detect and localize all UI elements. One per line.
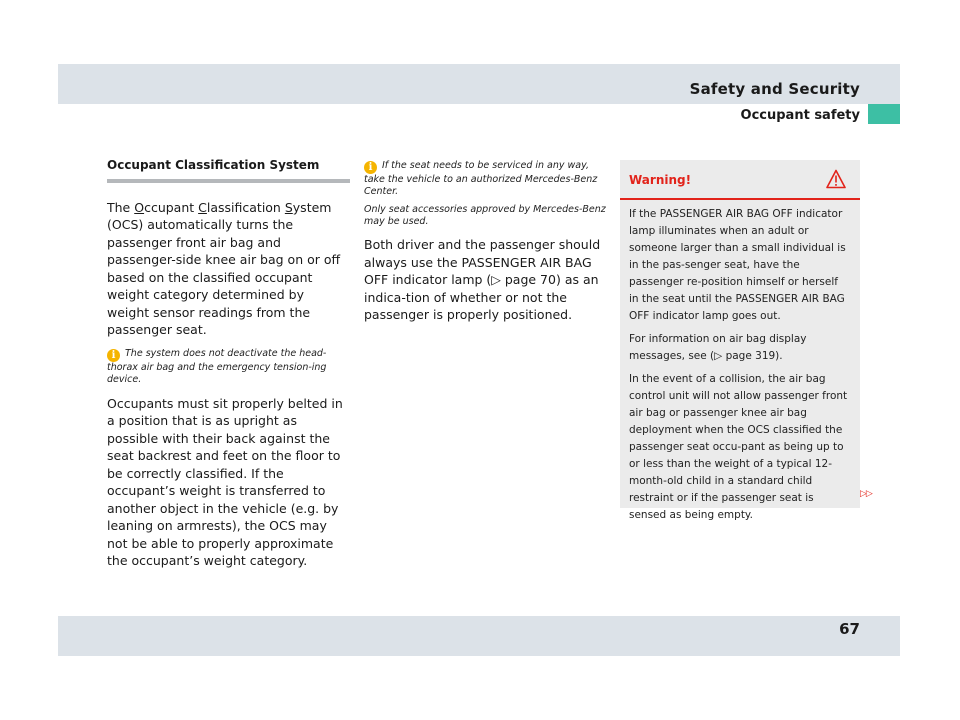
info-icon: i: [364, 161, 377, 174]
underlined-letter: S: [284, 199, 293, 215]
text-run: ccupant: [144, 199, 199, 215]
text-run: The: [107, 199, 135, 215]
footer-band: [58, 616, 900, 656]
warning-paragraph: For information on air bag display messages, see (▷ page 319).: [629, 333, 807, 362]
text-run: lassification: [206, 199, 285, 215]
ocs-paragraph: [107, 199, 350, 339]
indicator-paragraph: Both driver and the passenger should always use the PASSENGER AIR BAG OFF indicator lamp (▷ page 70) as an indica-tion of whether or not the passenger is properly positioned.: [364, 237, 601, 322]
column-2: [364, 160, 607, 324]
warning-header: [620, 160, 860, 200]
info-note: [107, 348, 350, 386]
note-text: The system does not deactivate the head-thorax air bag and the emergency tension-ing device.: [107, 347, 327, 385]
warning-box: [620, 160, 860, 521]
page-number: 67: [839, 620, 860, 638]
note-text: Only seat accessories approved by Mercedes-Benz may be used.: [364, 204, 606, 227]
underlined-letter: O: [134, 199, 145, 215]
warning-paragraph: If the PASSENGER AIR BAG OFF indicator lamp illuminates when an adult or someone larger than a small individual is in the pas-senger seat, have the passenger re-position himself or herself in the seat until the PASSENGER AIR BAG OFF indicator lamp goes out.: [629, 208, 846, 322]
subsection-title: Occupant safety: [740, 108, 860, 123]
info-icon: i: [107, 349, 120, 362]
warning-body: [620, 200, 860, 524]
text-run: ystem (OCS) automatically turns the passenger front air bag and passenger-side knee air bag on or off based on the classified occupant weight category determined by weight sensor readings from the passenger seat.: [107, 199, 341, 337]
section-title: Safety and Security: [689, 80, 860, 98]
warning-triangle-icon: [826, 169, 846, 189]
section-heading: Occupant Classification System: [107, 158, 320, 172]
warning-title: Warning!: [629, 173, 692, 187]
warning-paragraph: In the event of a collision, the air bag control unit will not allow passenger front air bag or passenger knee air bag deployment when the OCS classified the passenger seat occu-pant as being up to or less than the weight of a typical 12-month-old child in a standard child restraint or if the passenger seat is sensed as being empty.: [629, 373, 848, 521]
heading-rule: [107, 179, 350, 183]
column-1: [107, 157, 350, 570]
seating-paragraph: Occupants must sit properly belted in a position that is as upright as possible with their back against the seat backrest and feet on the floor to be correctly classified. If the occupant’s weight is transferred to another object in the vehicle (e.g. by leaning on armrests), the OCS may not be able to properly approximate the occupant’s weight category.: [107, 395, 343, 568]
continued-arrows-icon: ▷▷: [860, 489, 872, 499]
note-text: If the seat needs to be serviced in any way, take the vehicle to an authorized Mercedes-Benz Center.: [364, 160, 598, 197]
info-note: [364, 160, 607, 228]
underlined-letter: C: [198, 199, 207, 215]
accent-tab: [868, 104, 900, 124]
